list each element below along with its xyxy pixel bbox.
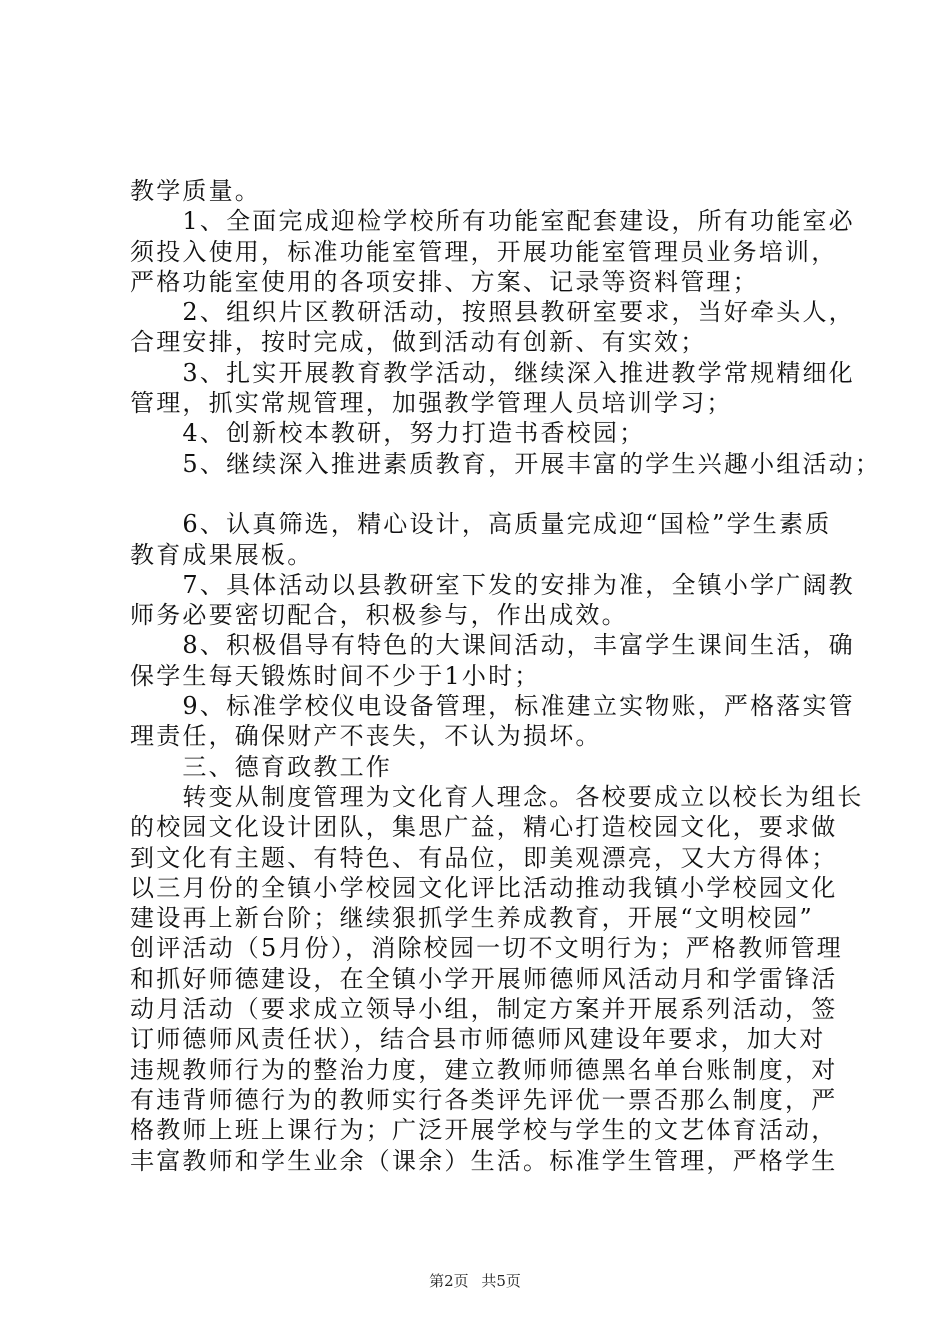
document-body (130, 176, 882, 1176)
blank-line (130, 479, 850, 509)
text-line: 教学质量。 (130, 177, 261, 205)
text-line: 6、认真筛选，精心设计，高质量完成迎“国检”学生素质 (130, 510, 832, 539)
text-line: 转变从制度管理为文化育人理念。各校要成立以校长为组长 (130, 782, 864, 811)
text-line: 合理安排，按时完成，做到活动有创新、有实效； (130, 328, 707, 357)
text-line: 保学生每天锻炼时间不少于1小时； (130, 661, 541, 690)
text-line: 理责任，确保财产不丧失，不认为损坏。 (130, 722, 602, 751)
text-line: 师务必要密切配合，积极参与，作出成效。 (130, 601, 628, 630)
text-line: 创评活动（5月份），消除校园一切不文明行为；严格教师管理 (130, 934, 843, 963)
page-footer (0, 1270, 950, 1291)
text-line: 建设再上新台阶；继续狠抓学生养成教育，开展“文明校园” (130, 904, 814, 933)
text-line: 严格功能室使用的各项安排、方案、记录等资料管理； (130, 267, 759, 296)
text-line: 8、积极倡导有特色的大课间活动，丰富学生课间生活，确 (130, 631, 855, 660)
text-line: 订师德师风责任状），结合县市师德师风建设年要求，加大对 (130, 1025, 826, 1054)
text-line: 9、标准学校仪电设备管理，标准建立实物账，严格落实管 (130, 692, 855, 721)
page-total: 共5页 (481, 1272, 521, 1290)
text-line: 2、组织片区教研活动，按照县教研室要求，当好牵头人， (130, 298, 855, 327)
text-line: 4、创新校本教研，努力打造书香校园； (130, 419, 646, 448)
text-line: 有违背师德行为的教师实行各类评先评优一票否那么制度，严 (130, 1085, 838, 1114)
text-line: 管理，抓实常规管理，加强教学管理人员培训学习； (130, 389, 733, 418)
text-line: 5、继续深入推进素质教育，开展丰富的学生兴趣小组活动； (130, 449, 882, 478)
text-line: 动月活动（要求成立领导小组，制定方案并开展系列活动，签 (130, 995, 838, 1024)
text-line: 和抓好师德建设，在全镇小学开展师德师风活动月和学雷锋活 (130, 964, 838, 993)
text-line: 1、全面完成迎检学校所有功能室配套建设，所有功能室必 (130, 207, 855, 236)
text-line: 违规教师行为的整治力度，建立教师师德黑名单台账制度，对 (130, 1055, 838, 1084)
text-line: 教育成果展板。 (130, 540, 314, 569)
text-line: 三、德育政教工作 (130, 752, 392, 781)
paragraph-block (130, 176, 882, 479)
text-line: 3、扎实开展教育教学活动，继续深入推进教学常规精细化 (130, 358, 855, 387)
text-line: 格教师上班上课行为；广泛开展学校与学生的文艺体育活动， (130, 1116, 838, 1145)
paragraph-block (130, 509, 864, 1176)
text-line: 到文化有主题、有特色、有品位，即美观漂亮，又大方得体； (130, 843, 838, 872)
text-line: 7、具体活动以县教研室下发的安排为准，全镇小学广阔教 (130, 570, 855, 599)
text-line: 须投入使用，标准功能室管理，开展功能室管理员业务培训， (130, 237, 838, 266)
page-number: 第2页 (429, 1272, 469, 1290)
text-line: 的校园文化设计团队，集思广益，精心打造校园文化，要求做 (130, 813, 838, 842)
text-line: 丰富教师和学生业余（课余）生活。标准学生管理，严格学生 (130, 1146, 838, 1175)
text-line: 以三月份的全镇小学校园文化评比活动推动我镇小学校园文化 (130, 873, 838, 902)
